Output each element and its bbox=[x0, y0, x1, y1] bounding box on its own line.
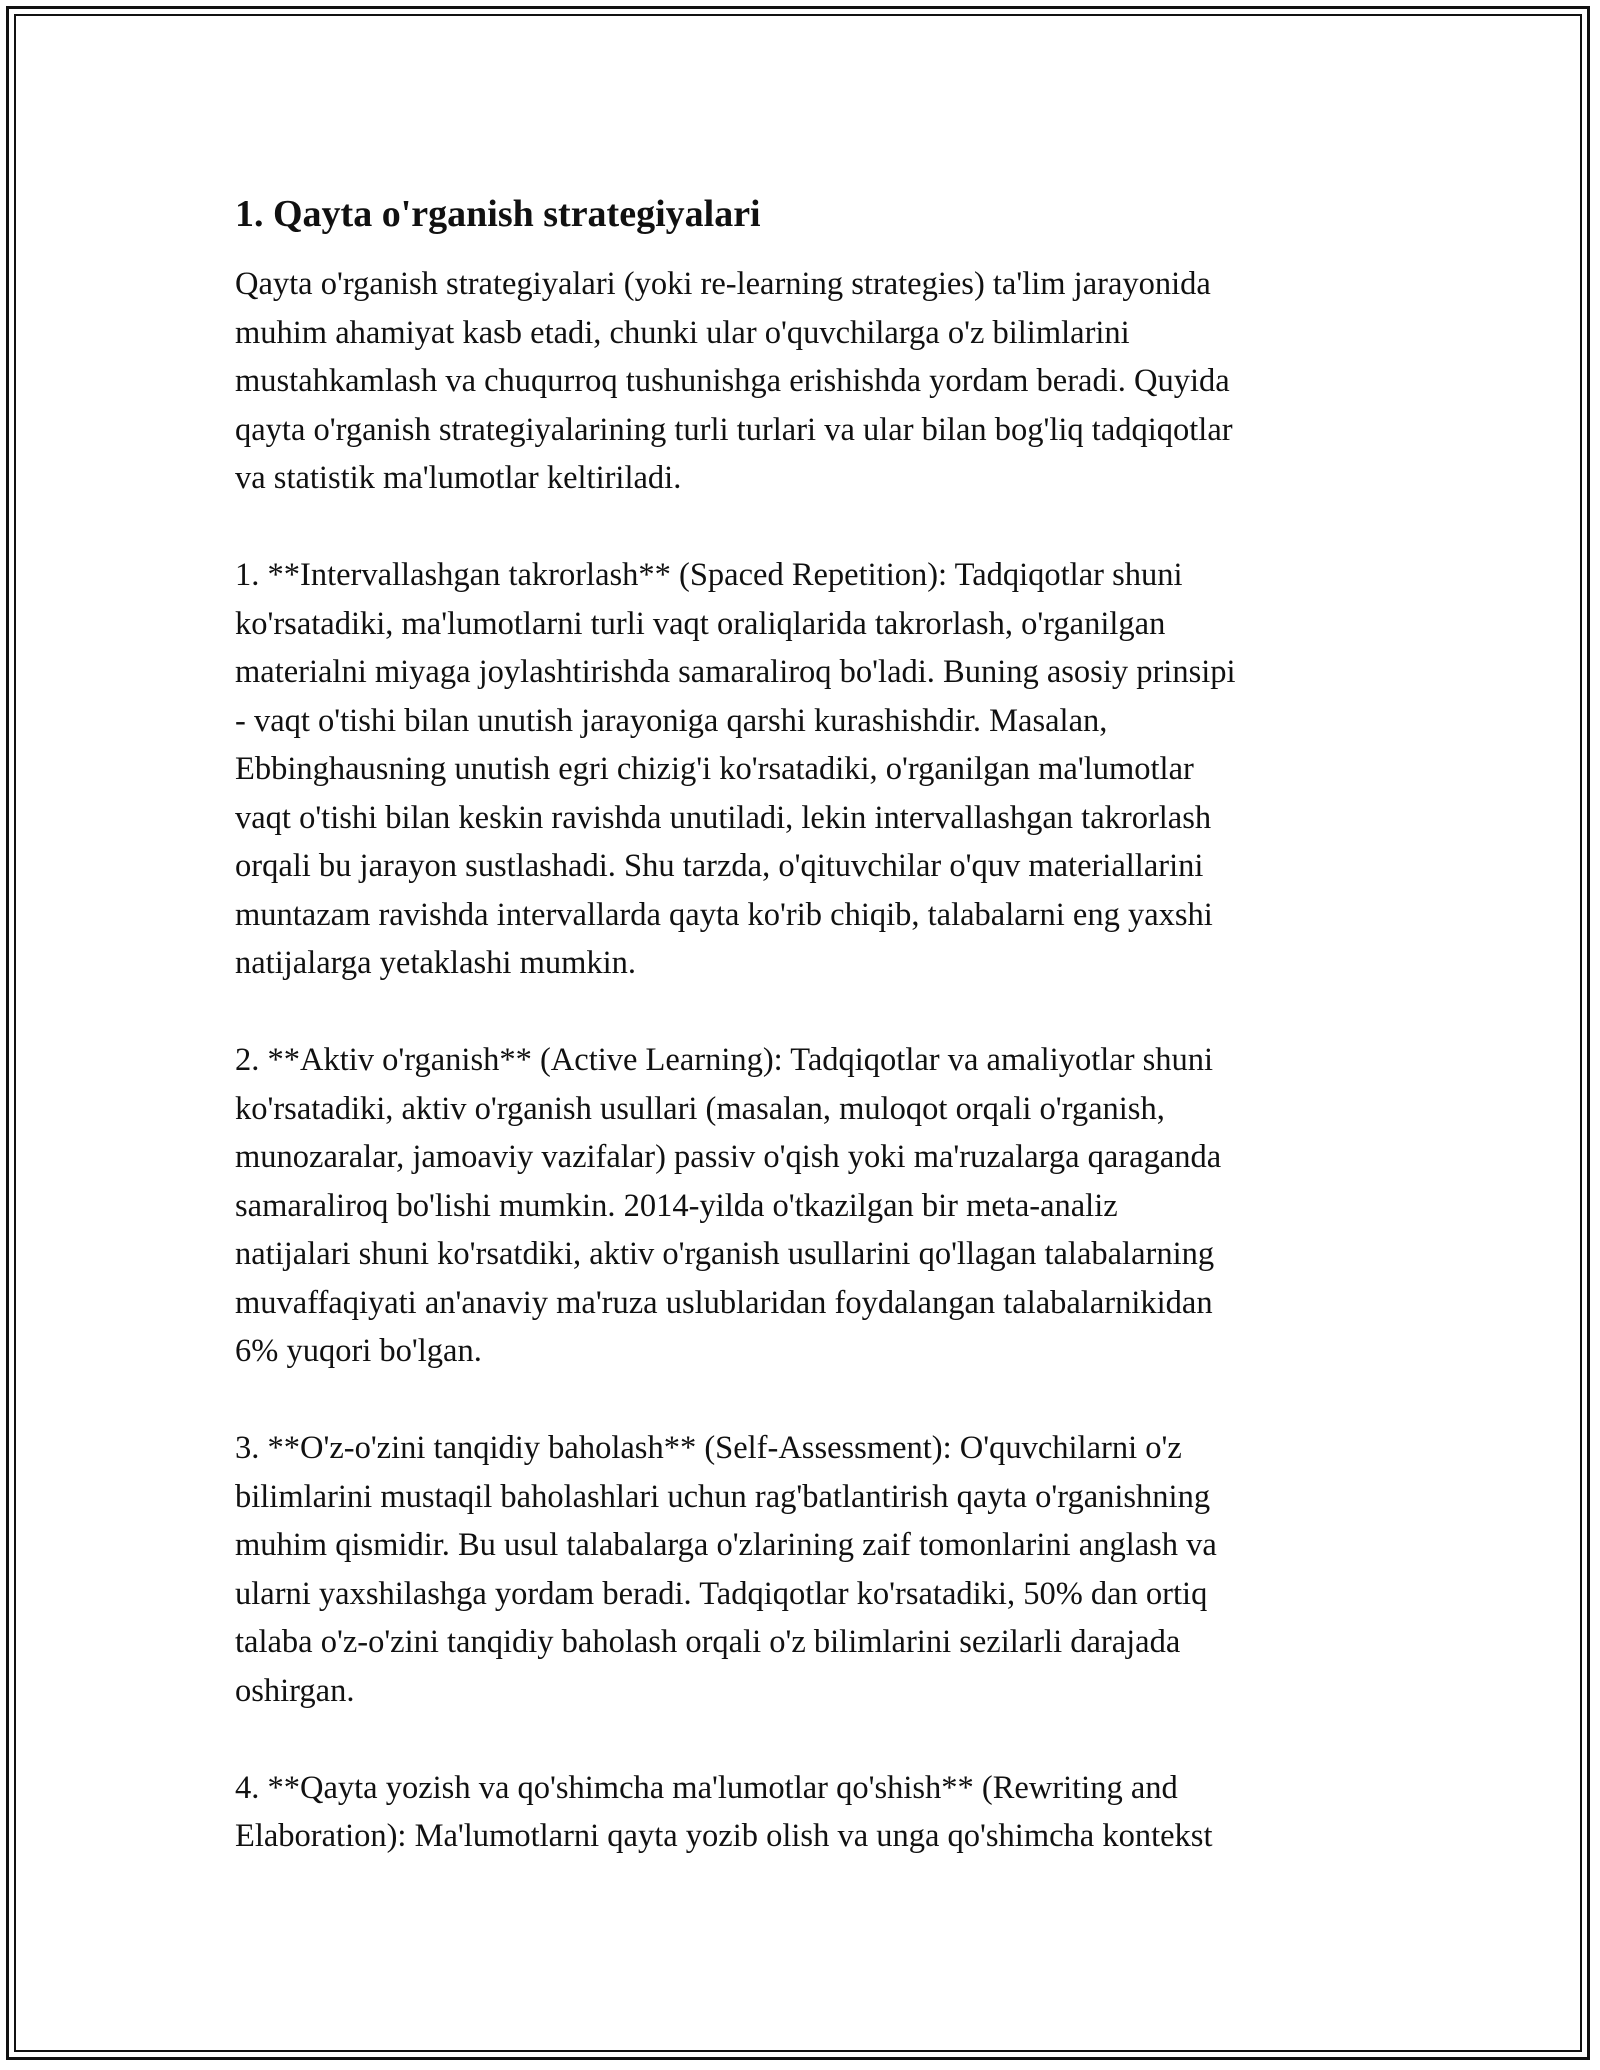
document-body bbox=[235, 190, 1375, 1909]
paragraph-line: 2. **Aktiv o'rganish** (Active Learning): Tadqiqotlar va amaliyotlar shuni bbox=[235, 1042, 1214, 1078]
paragraph-line: 6% yuqori bo'lgan. bbox=[235, 1333, 482, 1369]
rewriting-paragraph bbox=[235, 1764, 1375, 1861]
intro-paragraph bbox=[235, 260, 1375, 503]
paragraph-line: natijalarga yetaklashi mumkin. bbox=[235, 945, 637, 981]
paragraph-line: muhim ahamiyat kasb etadi, chunki ular o'quvchilarga o'z bilimlarini bbox=[235, 314, 1130, 351]
paragraph-line: oshirgan. bbox=[235, 1672, 355, 1709]
active-learning-paragraph bbox=[235, 1036, 1375, 1376]
paragraph-line: bilimlarini mustaqil baholashlari uchun rag'batlantirish qayta o'rganishning bbox=[235, 1478, 1211, 1515]
self-assessment-paragraph bbox=[235, 1424, 1375, 1715]
paragraph-line: - vaqt o'tishi bilan unutish jarayoniga qarshi kurashishdir. Masalan, bbox=[235, 702, 1108, 739]
paragraph-line: Elaboration): Ma'lumotlarni qayta yozib olish va unga qo'shimcha kontekst bbox=[235, 1818, 1213, 1854]
section-heading: 1. Qayta o'rganish strategiyalari bbox=[235, 193, 761, 235]
paragraph-line: qayta o'rganish strategiyalarining turli turlari va ular bilan bog'liq tadqiqotlar bbox=[235, 411, 1233, 448]
paragraph-line: natijalari shuni ko'rsatdiki, aktiv o'rganish usullarini qo'llagan talabalarning bbox=[235, 1236, 1215, 1272]
paragraph-line: Ebbinghausning unutish egri chizig'i ko'rsatadiki, o'rganilgan ma'lumotlar bbox=[235, 751, 1194, 787]
paragraph-line: materialni miyaga joylashtirishda samaraliroq bo'ladi. Buning asosiy prinsipi bbox=[235, 654, 1236, 690]
paragraph-line: Qayta o'rganish strategiyalari (yoki re-learning strategies) ta'lim jarayonida bbox=[235, 266, 1211, 302]
paragraph-line: ko'rsatadiki, ma'lumotlarni turli vaqt oraliqlarida takrorlash, o'rganilgan bbox=[235, 605, 1166, 642]
paragraph-line: ko'rsatadiki, aktiv o'rganish usullari (masalan, muloqot orqali o'rganish, bbox=[235, 1090, 1165, 1127]
paragraph-line: ularni yaxshilashga yordam beradi. Tadqiqotlar ko'rsatadiki, 50% dan ortiq bbox=[235, 1575, 1208, 1612]
paragraph-line: vaqt o'tishi bilan keskin ravishda unutiladi, lekin intervallashgan takrorlash bbox=[235, 799, 1212, 836]
paragraph-line: mustahkamlash va chuqurroq tushunishga erishishda yordam beradi. Quyida bbox=[235, 363, 1230, 399]
paragraph-line: muvaffaqiyati an'anaviy ma'ruza uslublaridan foydalangan talabalarnikidan bbox=[235, 1284, 1213, 1321]
paragraph-line: va statistik ma'lumotlar keltiriladi. bbox=[235, 460, 682, 496]
paragraph-line: talaba o'z-o'zini tanqidiy baholash orqali o'z bilimlarini sezilarli darajada bbox=[235, 1624, 1181, 1660]
paragraph-line: muntazam ravishda intervallarda qayta ko'rib chiqib, talabalarni eng yaxshi bbox=[235, 896, 1213, 933]
paragraph-line: samaraliroq bo'lishi mumkin. 2014-yilda o'tkazilgan bir meta-analiz bbox=[235, 1187, 1118, 1224]
paragraph-line: 1. **Intervallashgan takrorlash** (Spaced Repetition): Tadqiqotlar shuni bbox=[235, 557, 1183, 593]
paragraph-line: orqali bu jarayon sustlashadi. Shu tarzda, o'qituvchilar o'quv materiallarini bbox=[235, 848, 1204, 884]
paragraph-line: munozaralar, jamoaviy vazifalar) passiv o'qish yoki ma'ruzalarga qaraganda bbox=[235, 1139, 1222, 1175]
paragraph-line: 4. **Qayta yozish va qo'shimcha ma'lumotlar qo'shish** (Rewriting and bbox=[235, 1769, 1178, 1806]
paragraph-line: muhim qismidir. Bu usul talabalarga o'zlarining zaif tomonlarini anglash va bbox=[235, 1527, 1217, 1563]
spaced-repetition-paragraph bbox=[235, 551, 1375, 988]
paragraph-line: 3. **O'z-o'zini tanqidiy baholash** (Self-Assessment): O'quvchilarni o'z bbox=[235, 1430, 1182, 1466]
